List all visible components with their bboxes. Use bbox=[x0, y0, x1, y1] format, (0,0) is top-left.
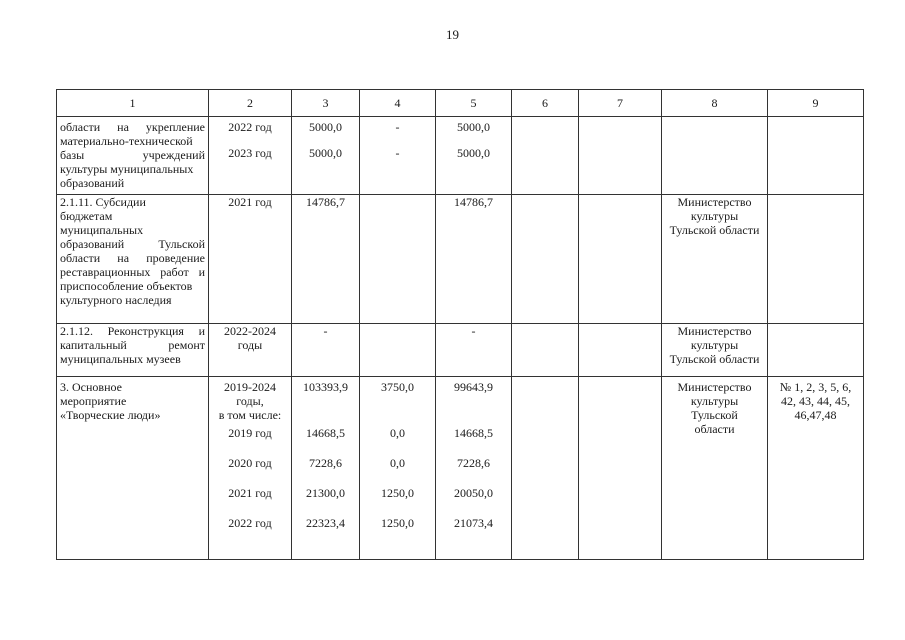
measure-name-cell bbox=[57, 117, 209, 195]
header-cell: 3 bbox=[292, 90, 360, 117]
measure-name-cell bbox=[57, 195, 209, 324]
amount-other-cell bbox=[579, 195, 662, 324]
year-cell bbox=[209, 195, 292, 324]
indicator-line: 42, 43, 44, 45, bbox=[781, 394, 850, 408]
amount-total-cell bbox=[292, 377, 360, 560]
amount-value: 0,0 bbox=[390, 426, 405, 440]
header-cell: 4 bbox=[360, 90, 436, 117]
table-row bbox=[57, 195, 864, 324]
measure-name-cell bbox=[57, 324, 209, 377]
amount-other-cell bbox=[579, 117, 662, 195]
executor-line: культуры bbox=[690, 394, 739, 408]
measure-name-line: образований bbox=[60, 176, 125, 190]
amount-regional-cell bbox=[436, 117, 512, 195]
executor-cell bbox=[662, 117, 768, 195]
measure-name-line: муниципальных музеев bbox=[60, 352, 181, 366]
measure-name-line: 2.1.12. Реконструкция и bbox=[60, 324, 205, 338]
amount-value: - bbox=[323, 324, 328, 338]
amount-value: 14786,7 bbox=[306, 195, 345, 209]
year-value: 2019 год bbox=[228, 426, 272, 440]
indicator-cell bbox=[768, 324, 864, 377]
year-value: 2023 год bbox=[228, 146, 272, 160]
header-cell: 7 bbox=[579, 90, 662, 117]
indicator-cell bbox=[768, 377, 864, 560]
amount-value: 99643,9 bbox=[454, 380, 493, 394]
header-cell: 5 bbox=[436, 90, 512, 117]
year-cell bbox=[209, 117, 292, 195]
amount-value: 5000,0 bbox=[457, 146, 490, 160]
amount-value: 103393,9 bbox=[303, 380, 348, 394]
spacer bbox=[439, 394, 508, 408]
header-cell: 6 bbox=[512, 90, 579, 117]
header-cell: 1 bbox=[57, 90, 209, 117]
amount-regional-cell bbox=[436, 324, 512, 377]
year-value: 2022-2024 bbox=[224, 324, 276, 338]
amount-local-cell bbox=[512, 324, 579, 377]
measure-name-line: материально-технической bbox=[60, 134, 193, 148]
table-row bbox=[57, 377, 864, 560]
year-cell bbox=[209, 377, 292, 560]
spacer bbox=[363, 394, 432, 408]
year-value: годы, bbox=[236, 394, 264, 408]
amount-value: 0,0 bbox=[390, 456, 405, 470]
amount-other-cell bbox=[579, 377, 662, 560]
header-cell: 9 bbox=[768, 90, 864, 117]
amount-value: 3750,0 bbox=[381, 380, 414, 394]
amount-local-cell bbox=[512, 377, 579, 560]
executor-line: Тульской bbox=[691, 408, 738, 422]
year-value: в том числе: bbox=[218, 408, 282, 422]
spacer bbox=[363, 408, 432, 422]
executor-line: Тульской области bbox=[669, 352, 760, 366]
amount-value: - bbox=[471, 324, 476, 338]
indicator-cell bbox=[768, 195, 864, 324]
year-value: 2021 год bbox=[228, 195, 272, 209]
indicator-line: 46,47,48 bbox=[794, 408, 837, 422]
executor-line: Министерство bbox=[677, 195, 752, 209]
measure-name-line: капитальный ремонт bbox=[60, 338, 205, 352]
measure-name-line: бюджетам bbox=[60, 209, 113, 223]
amount-total-cell bbox=[292, 324, 360, 377]
amount-value: 5000,0 bbox=[309, 146, 342, 160]
measure-name-line: 2.1.11. Субсидии bbox=[60, 195, 146, 209]
amount-value: 21073,4 bbox=[454, 516, 493, 530]
amount-value: 14668,5 bbox=[306, 426, 345, 440]
measure-name-line: культуры муниципальных bbox=[60, 162, 194, 176]
spacer bbox=[295, 394, 356, 408]
amount-local-cell bbox=[512, 117, 579, 195]
indicator-cell bbox=[768, 117, 864, 195]
amount-value: 14786,7 bbox=[454, 195, 493, 209]
amount-local-cell bbox=[512, 195, 579, 324]
measure-name-line: реставрационных работ и bbox=[60, 265, 205, 279]
amount-value: 14668,5 bbox=[454, 426, 493, 440]
amount-value: 7228,6 bbox=[457, 456, 490, 470]
measure-name-line: «Творческие люди» bbox=[60, 408, 161, 422]
year-value: 2022 год bbox=[228, 516, 272, 530]
measure-name-line: базы учреждений bbox=[60, 148, 205, 162]
amount-federal-cell bbox=[360, 195, 436, 324]
executor-line: области bbox=[694, 422, 735, 436]
measure-name-line: мероприятие bbox=[60, 394, 127, 408]
year-value: 2021 год bbox=[228, 486, 272, 500]
table-row bbox=[57, 324, 864, 377]
amount-federal-cell bbox=[360, 324, 436, 377]
executor-line: Министерство bbox=[677, 380, 752, 394]
amount-total-cell bbox=[292, 117, 360, 195]
amount-value: 22323,4 bbox=[306, 516, 345, 530]
amount-value: - bbox=[395, 120, 400, 134]
measure-name-line: 3. Основное bbox=[60, 380, 122, 394]
amount-value: 20050,0 bbox=[454, 486, 493, 500]
year-value: 2022 год bbox=[228, 120, 272, 134]
year-value: годы bbox=[237, 338, 263, 352]
year-value: 2020 год bbox=[228, 456, 272, 470]
page-number: 19 bbox=[446, 27, 459, 42]
header-cell: 8 bbox=[662, 90, 768, 117]
spacer bbox=[295, 408, 356, 422]
spacer bbox=[439, 408, 508, 422]
executor-line: Тульской области bbox=[669, 223, 760, 237]
table-row bbox=[57, 117, 864, 195]
header-row bbox=[57, 90, 864, 117]
executor-line: Министерство bbox=[677, 324, 752, 338]
amount-value: - bbox=[395, 146, 400, 160]
amount-total-cell bbox=[292, 195, 360, 324]
executor-cell bbox=[662, 324, 768, 377]
amount-regional-cell bbox=[436, 195, 512, 324]
amount-value: 1250,0 bbox=[381, 486, 414, 500]
measure-name-line: области на укрепление bbox=[60, 120, 205, 134]
executor-line: культуры bbox=[690, 338, 739, 352]
amount-value: 5000,0 bbox=[457, 120, 490, 134]
amount-other-cell bbox=[579, 324, 662, 377]
measure-name-line: приспособление объектов bbox=[60, 279, 193, 293]
executor-cell bbox=[662, 195, 768, 324]
measure-name-line: образований Тульской bbox=[60, 237, 205, 251]
header-cell: 2 bbox=[209, 90, 292, 117]
executor-cell bbox=[662, 377, 768, 560]
amount-value: 5000,0 bbox=[309, 120, 342, 134]
measure-name-cell bbox=[57, 377, 209, 560]
measure-name-line: муниципальных bbox=[60, 223, 144, 237]
amount-federal-cell bbox=[360, 377, 436, 560]
amount-value: 7228,6 bbox=[309, 456, 342, 470]
program-table bbox=[56, 89, 864, 560]
measure-name-line: культурного наследия bbox=[60, 293, 172, 307]
amount-value: 1250,0 bbox=[381, 516, 414, 530]
amount-federal-cell bbox=[360, 117, 436, 195]
year-value: 2019-2024 bbox=[224, 380, 276, 394]
measure-name-line: области на проведение bbox=[60, 251, 205, 265]
executor-line: культуры bbox=[690, 209, 739, 223]
amount-regional-cell bbox=[436, 377, 512, 560]
amount-value: 21300,0 bbox=[306, 486, 345, 500]
year-cell bbox=[209, 324, 292, 377]
indicator-line: № 1, 2, 3, 5, 6, bbox=[779, 380, 852, 394]
